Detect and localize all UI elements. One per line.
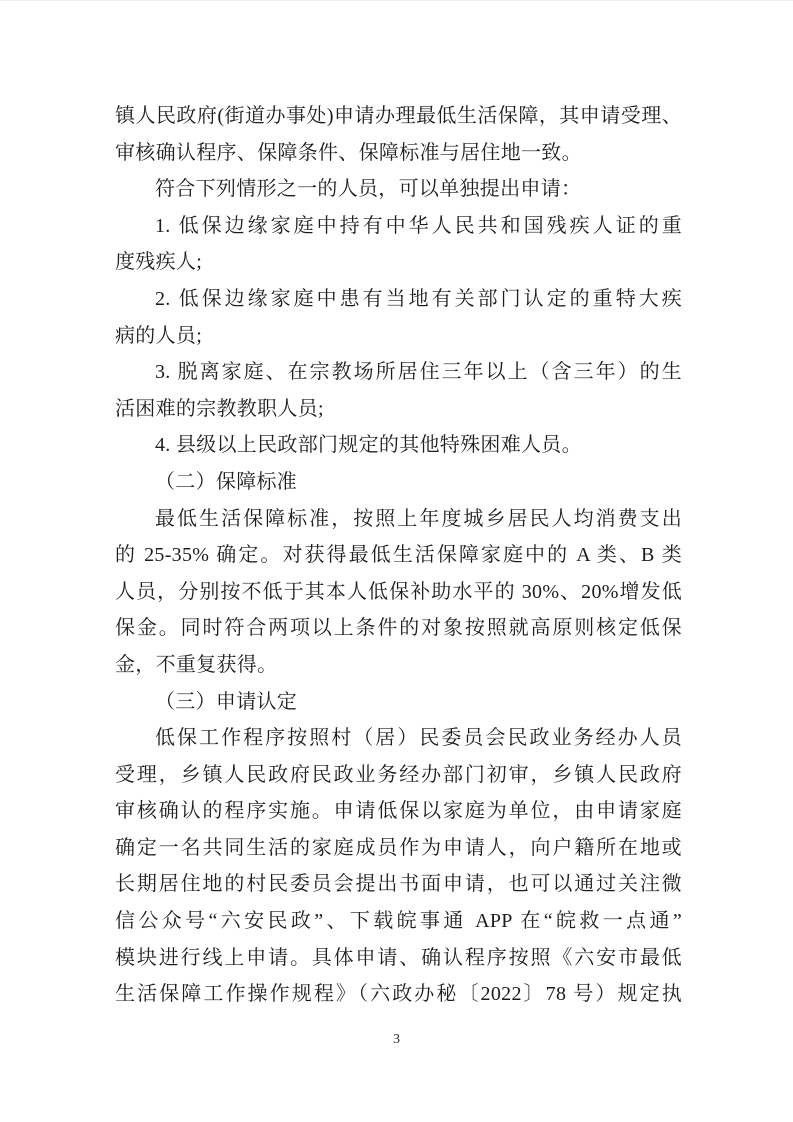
text-line: （二）保障标准: [155, 470, 298, 493]
text-line: 活困难的宗教教职人员;: [115, 397, 324, 420]
text-line: 4. 县级以上民政部门规定的其他特殊困难人员。: [155, 434, 582, 457]
text-line: 低保工作程序按照村（居）民委员会民政业务经办人员: [155, 727, 682, 750]
text-line: 受理，乡镇人民政府民政业务经办部门初审，乡镇人民政府: [115, 763, 682, 786]
text-line: 金，不重复获得。: [115, 653, 278, 676]
text-line: 保金。同时符合两项以上条件的对象按照就高原则核定低保: [115, 617, 682, 640]
text-line: 镇人民政府(街道办事处)申请办理最低生活保障，其申请受理、: [115, 105, 682, 127]
text-line: 病的人员;: [115, 324, 203, 347]
text-line: 度残疾人;: [115, 251, 203, 274]
text-line: 确定一名共同生活的家庭成员作为申请人，向户籍所在地或: [115, 836, 682, 859]
text-line: 符合下列情形之一的人员，可以单独提出申请：: [155, 178, 582, 201]
text-line: 审核确认的程序实施。申请低保以家庭为单位，由申请家庭: [115, 800, 682, 823]
page-number: 3: [393, 1032, 400, 1047]
text-line: 审核确认程序、保障条件、保障标准与居住地一致。: [115, 141, 582, 164]
text-line: 生活保障工作操作规程》（六政办秘〔2022〕78 号）规定执: [115, 983, 682, 1006]
document-body: [115, 98, 682, 1013]
text-line: 的 25-35% 确定。对获得最低生活保障家庭中的 A 类、B 类: [115, 544, 682, 567]
text-line: 信公众号“六安民政”、下载皖事通 APP 在“皖救一点通”: [115, 910, 682, 933]
text-line: （三）申请认定: [155, 690, 298, 713]
text-line: 最低生活保障标准，按照上年度城乡居民人均消费支出: [155, 507, 682, 530]
text-line: 长期居住地的村民委员会提出书面申请，也可以通过关注微: [115, 873, 682, 896]
text-line: 1. 低保边缘家庭中持有中华人民共和国残疾人证的重: [155, 214, 682, 237]
text-line: 模块进行线上申请。具体申请、确认程序按照《六安市最低: [115, 946, 682, 969]
text-line: 人员，分别按不低于其本人低保补助水平的 30%、20%增发低: [115, 580, 682, 603]
text-line: 3. 脱离家庭、在宗教场所居住三年以上（含三年）的生: [155, 361, 682, 384]
text-line: 2. 低保边缘家庭中患有当地有关部门认定的重特大疾: [155, 287, 682, 310]
